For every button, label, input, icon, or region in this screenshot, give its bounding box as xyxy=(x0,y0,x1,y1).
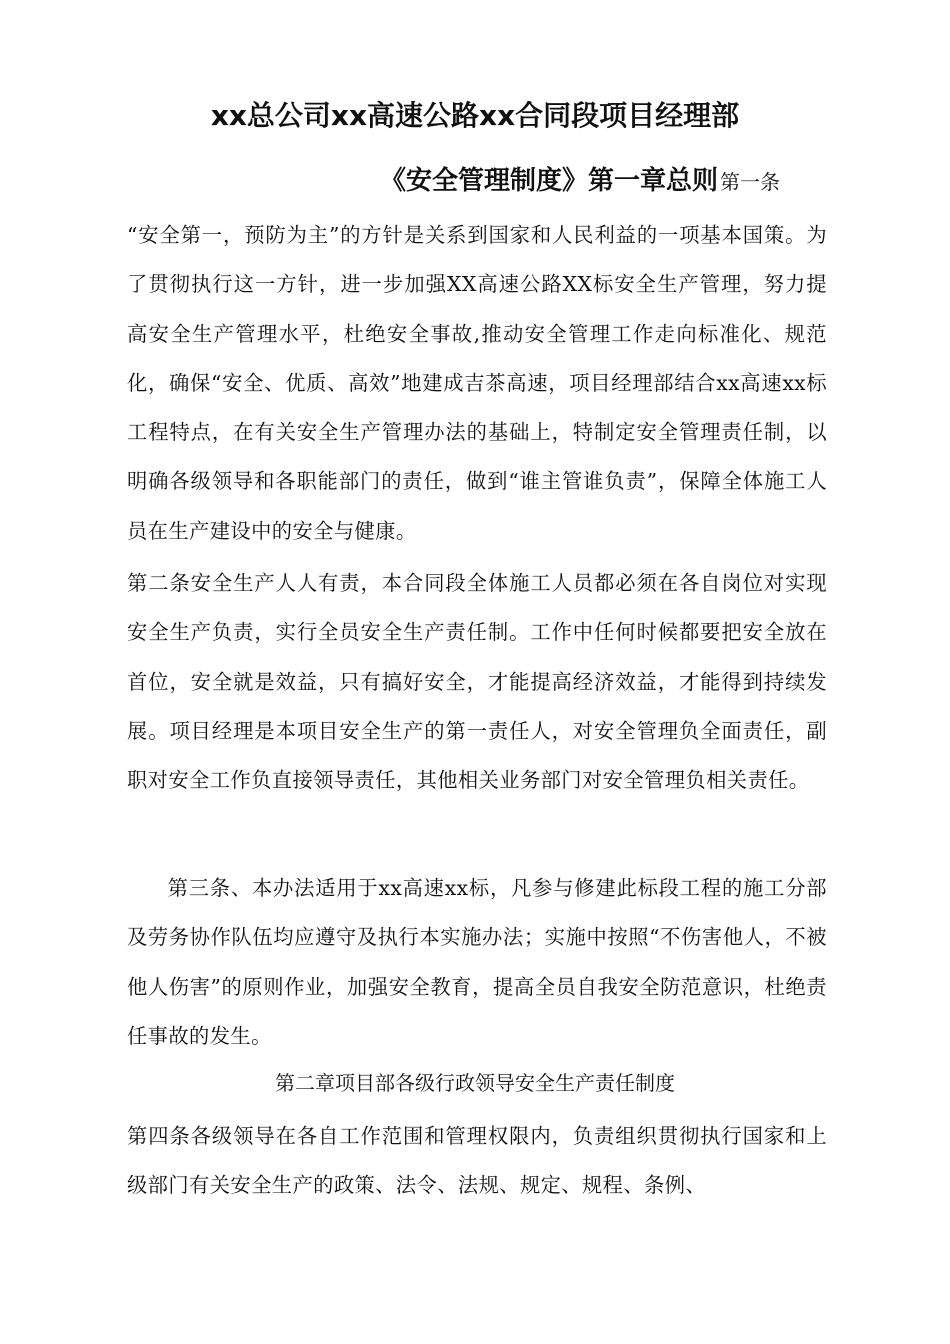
paragraph-article-4: 第四条各级领导在各自工作范围和管理权限内，负责组织贯彻执行国家和上级部门有关安全生产的政策、法令、法规、规定、规程、条例、 xyxy=(127,1124,827,1198)
subtitle-main: 《安全管理制度》第一章总则 xyxy=(380,166,719,196)
chapter-2-heading: 第二章项目部各级行政领导安全生产责任制度 xyxy=(275,1071,675,1095)
paragraph-article-1: “安全第一，预防为主”的方针是关系到国家和人民利益的一项基本国策。为了贯彻执行这一方针，进一步加强XX高速公路XX标安全生产管理，努力提高安全生产管理水平，杜绝安全事故,推动安全管理工作走向标准化、规范化，确保“安全、优质、高效”地建成吉茶高速，项目经理部结合xx高速xx标工程特点，在有关安全生产管理办法的基础上，特制定安全管理责任制，以明确各级领导和各职能部门的责任，做到“谁主管谁负责”，保障全体施工人员在生产建设中的安全与健康。 xyxy=(127,223,827,543)
paragraph-article-3: 第三条、本办法适用于xx高速xx标，凡参与修建此标段工程的施工分部及劳务协作队伍均应遵守及执行本实施办法；实施中按照“不伤害他人，不被他人伤害”的原则作业，加强安全教育，提高全员自我安全防范意识，杜绝责任事故的发生。 xyxy=(127,876,827,1048)
subtitle-article-label: 第一条 xyxy=(720,170,781,194)
paragraph-article-2: 第二条安全生产人人有责，本合同段全体施工人员都必须在各自岗位对实现安全生产负责，实行全员安全生产责任制。工作中任何时候都要把安全放在首位，安全就是效益，只有搞好安全，才能提高经济效益，才能得到持续发展。项目经理是本项目安全生产的第一责任人，对安全管理负全面责任，副职对安全工作负直接领导责任，其他相关业务部门对安全管理负相关责任。 xyxy=(127,571,827,793)
document-title: xx总公司xx高速公路xx合同段项目经理部 xyxy=(210,99,740,132)
document-subtitle xyxy=(380,161,780,202)
